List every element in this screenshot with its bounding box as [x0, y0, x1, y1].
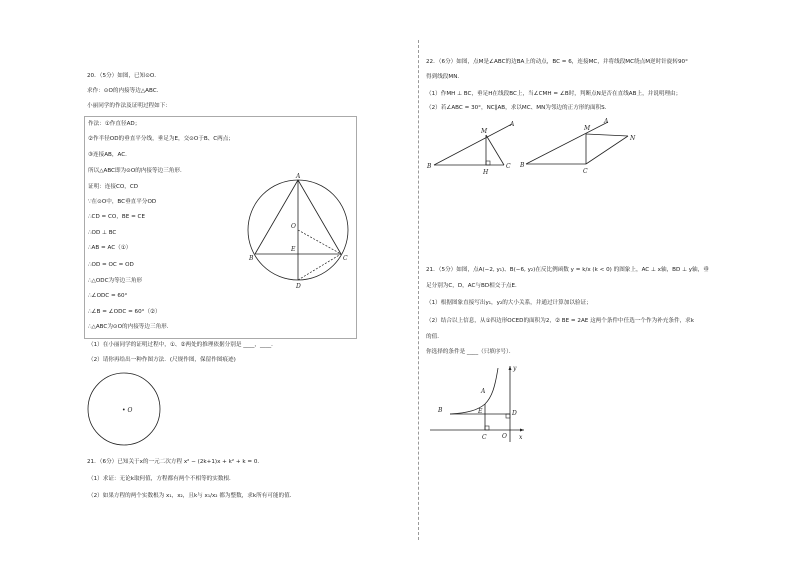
fig2-label-c: C	[583, 168, 588, 175]
q22-sub2: （2）若∠ABC = 30°，NC∥AB，求以MC、MN为邻边的正方形的面积S．	[426, 105, 611, 111]
q22-line1: 22．（6分）如图，点M是∠ABC的边BA上的动点，BC = 6，连接MC，并将线段MC绕点M逆时针旋转90°	[426, 59, 688, 65]
q20-step-13: ∴∠B = ∠ODC = 60°（②）	[88, 309, 161, 315]
fig1-label-b: B	[427, 163, 432, 170]
fig1-label-m: M	[481, 128, 488, 135]
q20-step-7: ∴CD = CO，BE = CE	[88, 214, 145, 220]
fig3-label-a: A	[481, 388, 486, 395]
q21-sub2: （2）如果方程的两个实数根为 x₁，x₂，且k与 x₁/x₂ 都为整数，求k所有可能的值．	[88, 493, 296, 499]
q20-step-11: ∴△ODC为等边三角形	[88, 278, 143, 284]
q20-task: 求作：⊙O的内接等边△ABC．	[87, 88, 163, 94]
fig3-label-x: x	[519, 434, 523, 441]
label-e: E	[291, 246, 296, 253]
q22-line2: 得到线段MN．	[426, 74, 463, 80]
fig2-label-n: N	[630, 135, 636, 142]
q20-step-8: ∴OD ⊥ BC	[88, 230, 117, 236]
q20-step-14: ∴△ABC为⊙O的内接等边三角形．	[88, 324, 173, 330]
label-d: D	[296, 283, 301, 288]
q23-choice: 你选择的条件是 ____（只填序号）．	[426, 349, 515, 355]
fig1-label-c: C	[506, 163, 511, 170]
q20-title: 20．（5分）如图，已知⊙O．	[87, 73, 160, 79]
q20-step-5: 证明：连接CO，CD	[88, 184, 139, 190]
q20-blank-circle-figure	[86, 370, 166, 450]
q20-step-3: ③连接AB，AC．	[88, 152, 131, 158]
fig2-label-m: M	[584, 125, 591, 132]
fig3-label-b: B	[438, 407, 443, 414]
q20-step-1: 作法：①作直径AD；	[88, 121, 141, 127]
q23-sub1: （1）根据图象直接写出y₁，y₂的大小关系，并通过计算加以验证；	[426, 300, 592, 306]
q22-figure-2	[520, 114, 645, 178]
fig1-label-a: A	[510, 121, 515, 128]
q23-line1: 21．（5分）如图，点A(−2, y₁)、B(−6, y₂)在反比例函数 y = k/x (k < 0) 的图象上，AC ⊥ x轴，BD ⊥ y轴，垂	[426, 267, 709, 273]
q20-intro: 小丽同学的作法及证明过程如下：	[87, 103, 171, 109]
fig2-label-a: A	[604, 118, 609, 125]
fig3-label-d: D	[512, 410, 517, 417]
label-b: B	[249, 255, 254, 262]
q20-step-6: ∵在⊙O中，BC垂直平分OD	[88, 199, 157, 205]
q23-sub2: （2）结合以上信息，从①四边形OCED的面积为2，② BE = 2AE 这两个条件中任选一个作为补充条件，求k	[426, 318, 695, 324]
q21-sub1: （1）求证：无论k取何值，方程都有两个不相等的实数根．	[88, 476, 235, 482]
label-c: C	[343, 255, 348, 262]
q20-sub1: （1）在小丽同学的证明过程中，①、②两处的推理依据分别是 ____，____．	[88, 342, 277, 348]
blank-circle-label: • O	[122, 407, 133, 414]
q21-title: 21．（6分）已知关于x的一元二次方程 x² − (2k+1)x + k² + k = 0．	[87, 459, 263, 465]
fig3-label-y: y	[513, 365, 517, 372]
q23-sub2b: 的值．	[426, 334, 443, 340]
fig3-label-c: C	[482, 434, 487, 441]
q23-figure	[428, 362, 528, 446]
q20-step-12: ∴∠ODC = 60°	[88, 293, 128, 299]
q22-sub1: （1）作MH ⊥ BC，垂足H在线段BC上，当∠CMH = ∠B时，判断点N是否在直线AB上，并说明理由；	[426, 91, 682, 97]
q20-step-2: ②作半径OD的垂直平分线，垂足为E，交⊙O于B、C两点；	[88, 136, 234, 142]
fig3-label-o: O	[502, 433, 507, 440]
column-divider	[418, 40, 419, 540]
fig2-label-b: B	[520, 162, 525, 169]
q23-line2: 足分别为C，D，AC与BD相交于点E．	[426, 283, 521, 289]
label-o: O	[291, 223, 296, 230]
q20-step-4: 所以△ABC即为⊙O的内接等边三角形．	[88, 168, 186, 174]
label-a: A	[296, 173, 301, 180]
q20-step-10: ∴OD = OC = OD	[88, 262, 134, 268]
q22-figure-1	[426, 116, 526, 178]
q20-sub2: （2）请你再给出一种作图方法．(尺规作图，保留作图痕迹)	[88, 357, 236, 363]
fig3-label-e: E	[478, 408, 483, 415]
q20-step-9: ∴AB = AC（①）	[88, 245, 132, 251]
q20-figure	[240, 168, 360, 288]
fig1-label-h: H	[483, 169, 489, 176]
